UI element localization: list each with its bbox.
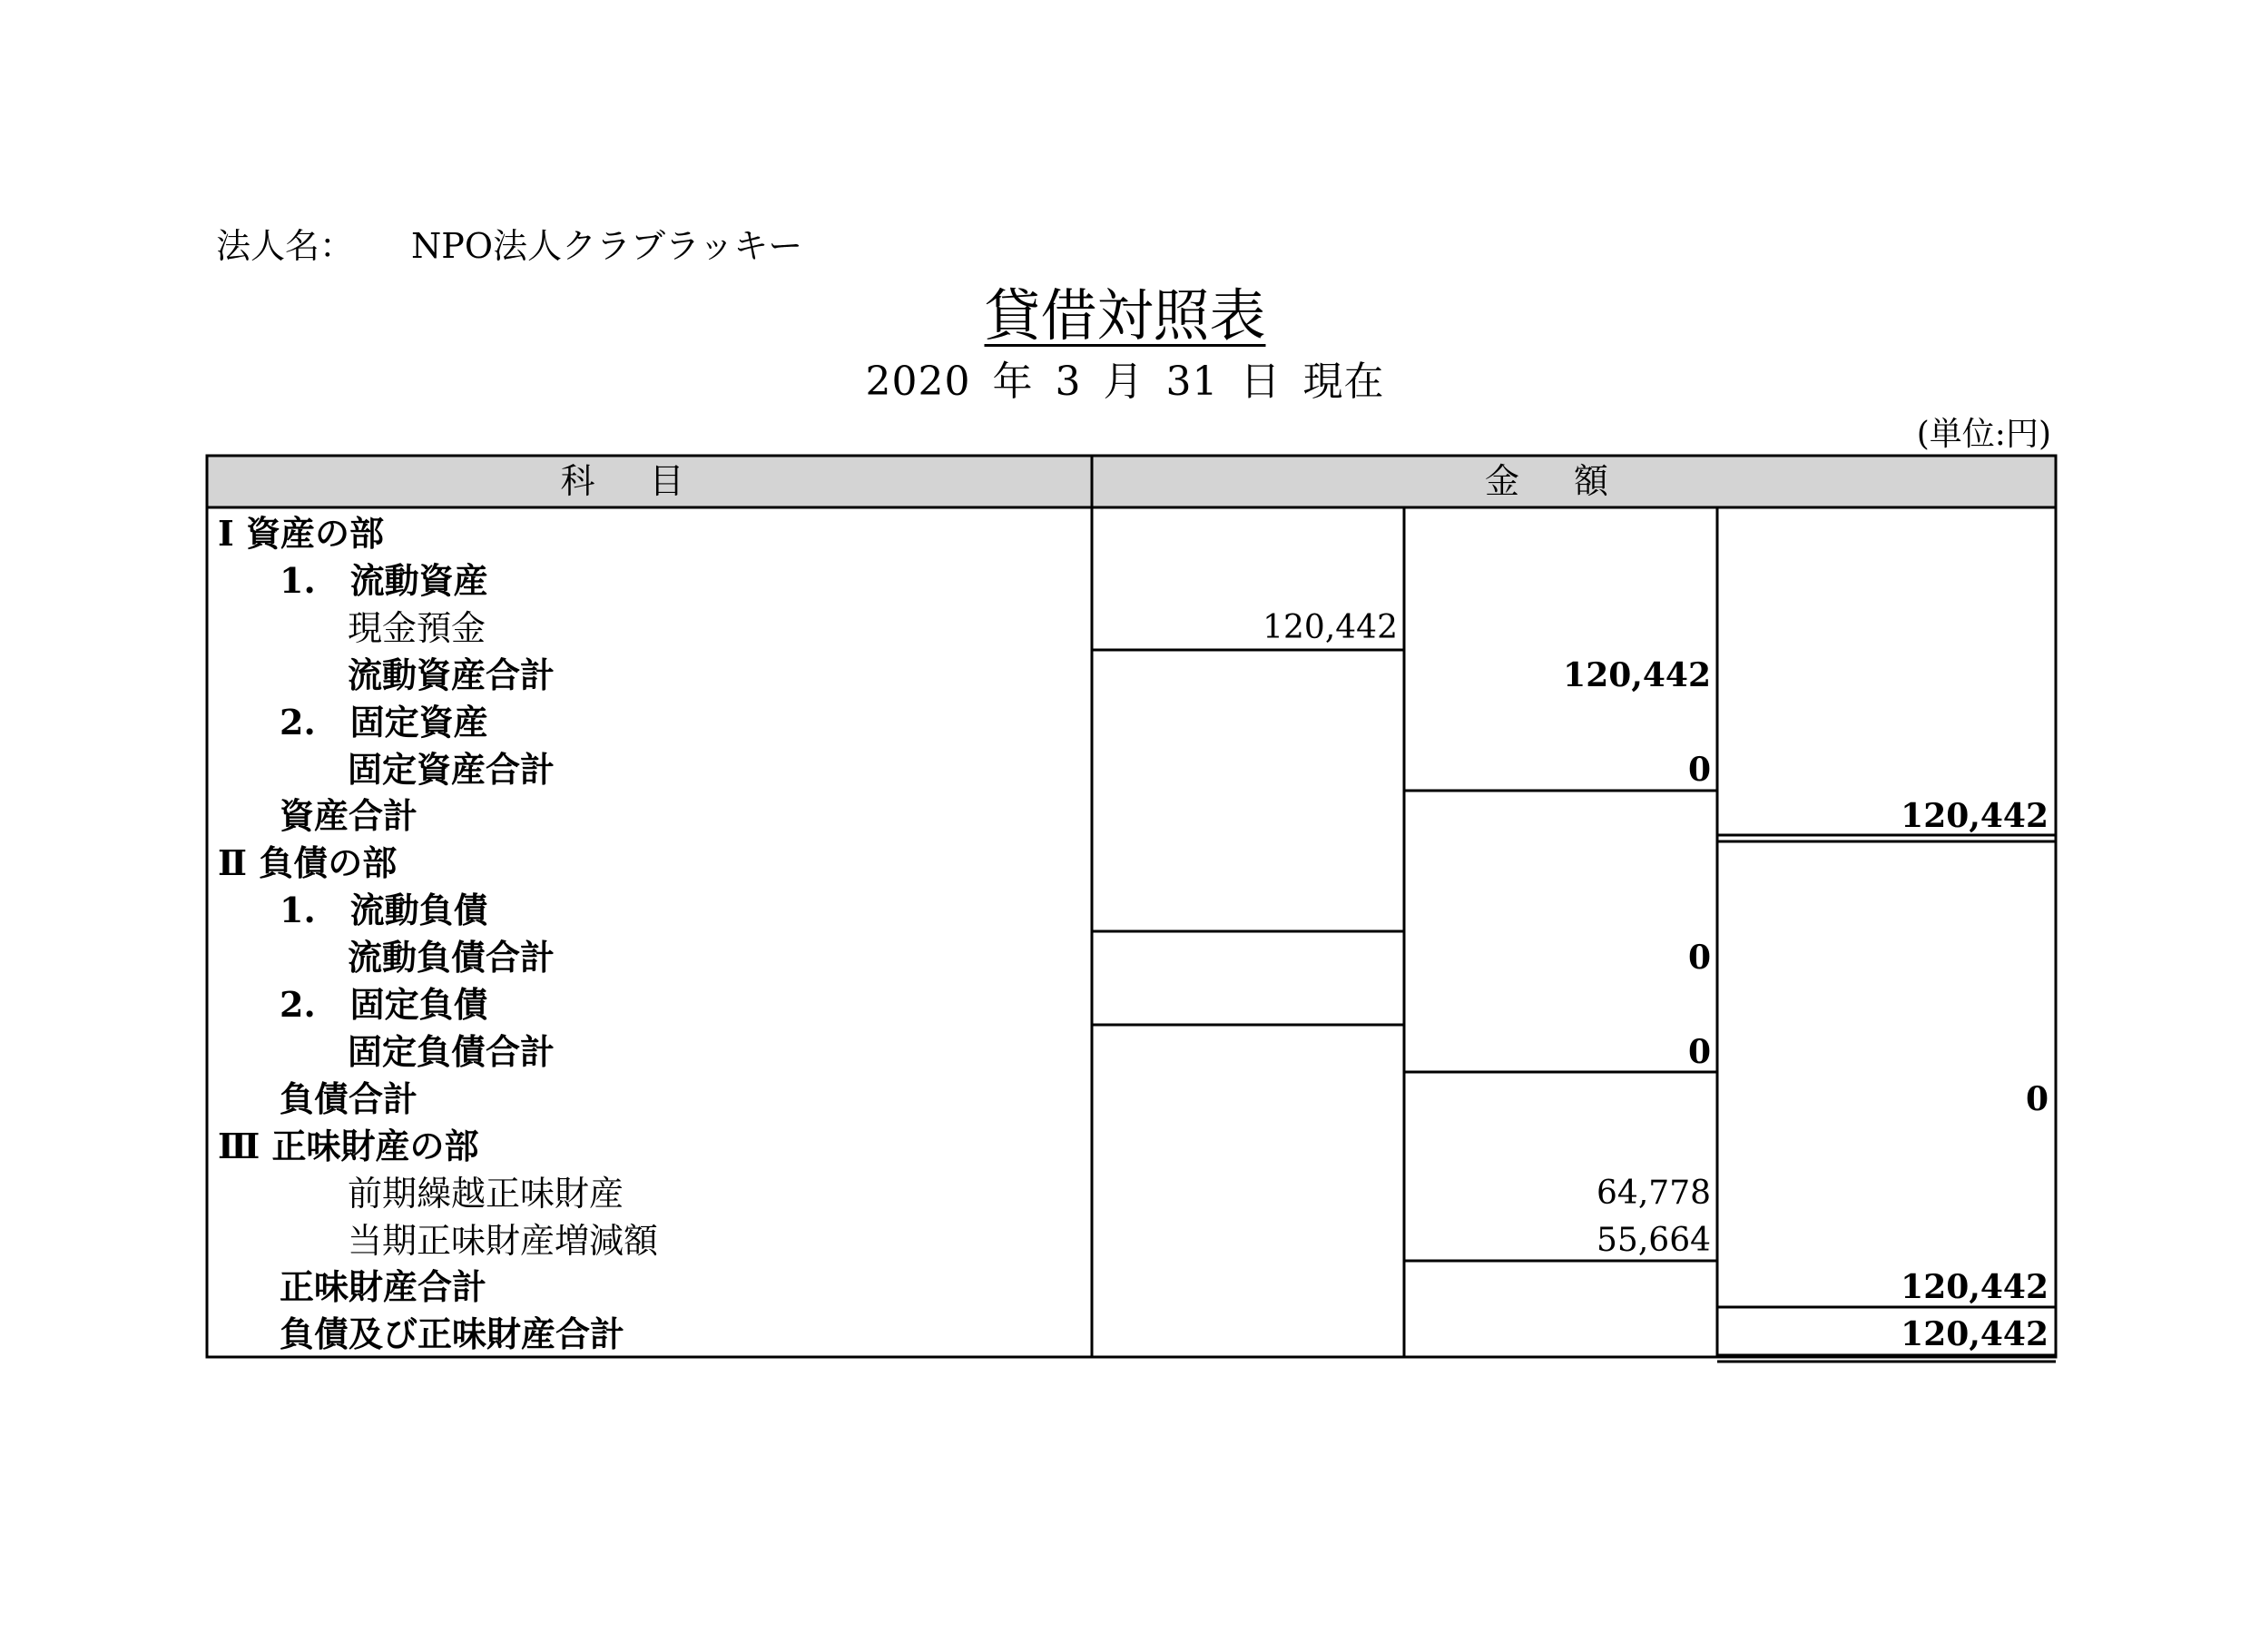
date-suffix: 現在 [1302, 359, 1385, 405]
row-label: Ⅰ 資産の部 [218, 513, 385, 554]
amount-c2: 0 [1687, 1033, 1711, 1071]
row-label: 1. 流動負債 [280, 890, 488, 930]
unit-note: (単位:円) [1916, 416, 2051, 453]
amount-c3: 0 [2025, 1080, 2049, 1118]
amount-c2: 120,442 [1563, 656, 1711, 694]
date-year-unit: 年 [992, 359, 1034, 405]
date-month-unit: 月 [1103, 359, 1145, 405]
row-label: 流動資産合計 [348, 654, 555, 695]
row-label: 1. 流動資産 [280, 560, 488, 601]
row-label: 固定資産合計 [348, 749, 555, 790]
row-label: 2. 固定資産 [280, 702, 488, 742]
document-title: 貸借対照表 [984, 282, 1266, 349]
row-label: Ⅲ 正味財産の部 [218, 1126, 479, 1166]
header-subject: 科目 [560, 461, 739, 501]
row-label: 資産合計 [280, 795, 418, 836]
row-label: 固定負債合計 [348, 1031, 555, 1072]
row-label: 2. 固定負債 [280, 984, 488, 1025]
row-label: 正味財産合計 [280, 1266, 487, 1307]
row-label: 負債及び正味財産合計 [280, 1313, 625, 1354]
amount-c3: 120,442 [1901, 797, 2049, 835]
row-label: 負債合計 [280, 1078, 418, 1119]
row-label: Ⅱ 負債の部 [218, 842, 398, 883]
row-label: 現金預金 [348, 608, 486, 648]
amount-c2: 55,664 [1597, 1222, 1711, 1259]
header-amount: 金額 [1484, 461, 1663, 501]
amount-c3: 120,442 [1901, 1315, 2049, 1353]
amount-c2: 0 [1687, 939, 1711, 977]
corporation-label: 法人名： [216, 226, 355, 266]
date-day-unit: 日 [1240, 359, 1282, 405]
row-label: 当期正味財産増減額 [348, 1221, 659, 1261]
row-label: 流動負債合計 [348, 937, 555, 978]
date-day: 31 [1165, 359, 1219, 405]
amount-c2: 64,778 [1597, 1175, 1711, 1212]
amount-c1: 120,442 [1263, 609, 1398, 646]
row-label: 前期繰越正味財産 [348, 1174, 624, 1214]
amount-c2: 0 [1687, 751, 1711, 789]
amount-c3: 120,442 [1901, 1268, 2049, 1306]
date-month: 3 [1055, 359, 1082, 405]
date-year: 2020 [865, 359, 971, 405]
corporation-name: NPO法人クラブラッキー [411, 226, 803, 266]
